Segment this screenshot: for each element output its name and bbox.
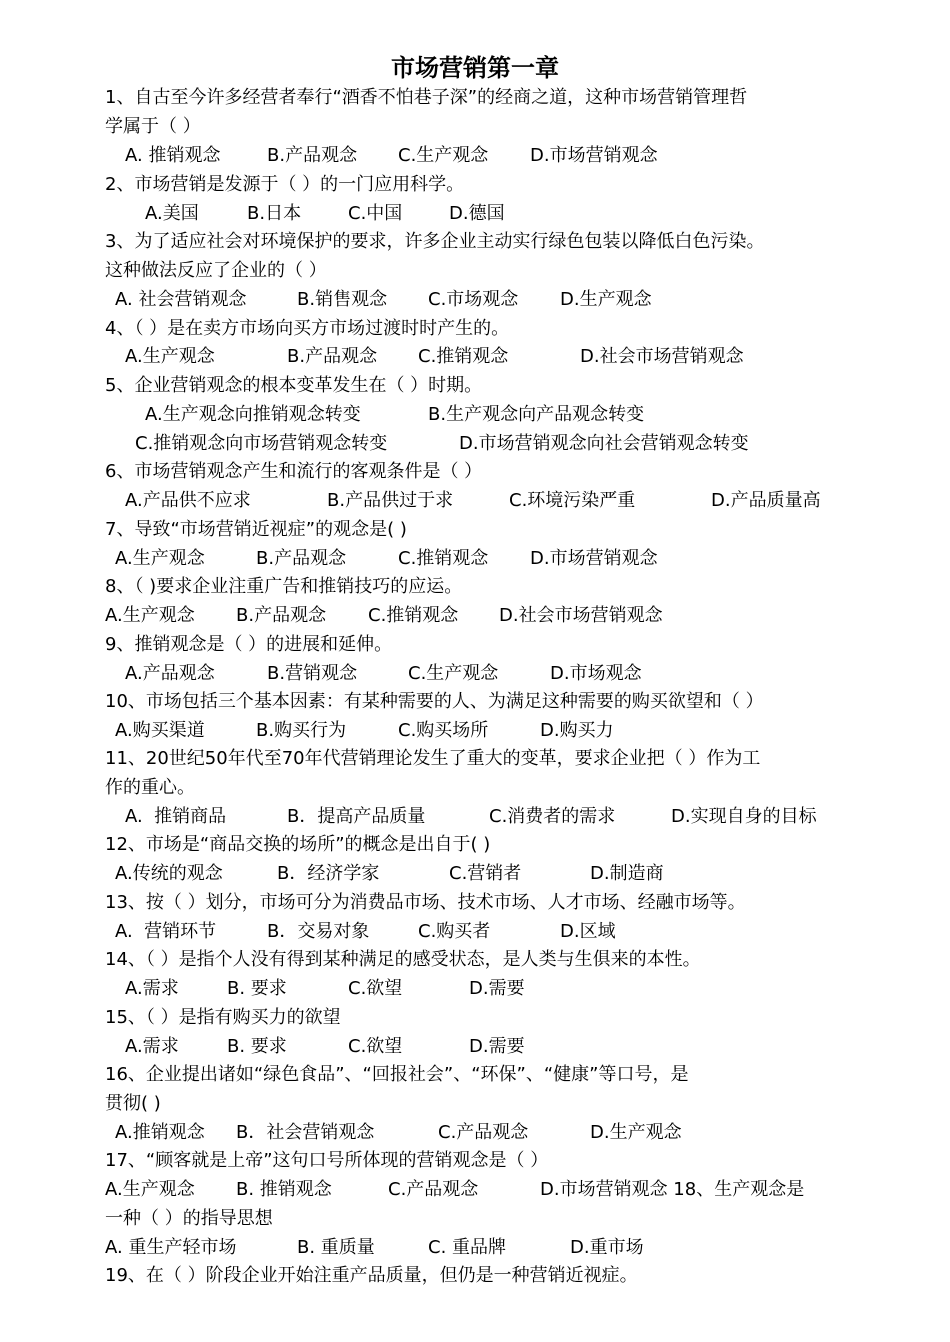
question-3-line-2: 这种做法反应了企业的（ ） [105, 260, 327, 281]
question-7: 7、导致“市场营销近视症”的观念是( ) [105, 519, 407, 540]
q17-option-a: A.生产观念 [105, 1179, 195, 1200]
q3-option-a: A. 社会营销观念 [115, 289, 247, 310]
q2-option-c: C.中国 [348, 203, 403, 224]
q18-option-c: C. 重品牌 [428, 1237, 507, 1258]
q6-option-d: D.产品质量高 [711, 490, 821, 511]
q15-option-c: C.欲望 [348, 1036, 403, 1057]
q4-option-b: B.产品观念 [287, 346, 378, 367]
q11-option-b: B．提高产品质量 [287, 806, 426, 827]
question-16-line-1: 16、企业提出诸如“绿色食品”、“回报社会”、“环保”、“健康”等口号，是 [105, 1064, 689, 1085]
q5-option-a: A.生产观念向推销观念转变 [145, 404, 361, 425]
q15-option-a: A.需求 [125, 1036, 179, 1057]
q15-option-b: B. 要求 [227, 1036, 287, 1057]
q12-option-b: B．经济学家 [277, 863, 380, 884]
q16-option-d: D.生产观念 [590, 1122, 682, 1143]
q11-option-a: A. 推销商品 [125, 806, 227, 827]
question-19: 19、在（ ）阶段企业开始注重产品质量，但仍是一种营销近视症。 [105, 1265, 638, 1286]
q1-option-a: A. 推销观念 [125, 145, 221, 166]
question-11-line-2: 作的重心。 [105, 777, 195, 798]
q8-option-a: A.生产观念 [105, 605, 195, 626]
question-1-line-1: 1、自古至今许多经营者奉行“酒香不怕巷子深”的经商之道，这种市场营销管理哲 [105, 87, 748, 108]
question-18-continuation: 一种（ ）的指导思想 [105, 1208, 273, 1229]
q17-option-c: C.产品观念 [388, 1179, 479, 1200]
q13-option-a: A. 营销环节 [115, 921, 217, 942]
question-2: 2、市场营销是发源于（ ）的一门应用科学。 [105, 174, 465, 195]
question-15: 15、（ ）是指有购买力的欲望 [105, 1007, 341, 1028]
q10-option-a: A.购买渠道 [115, 720, 205, 741]
q7-option-b: B.产品观念 [256, 548, 347, 569]
q5-option-b: B.生产观念向产品观念转变 [428, 404, 645, 425]
q18-option-b: B. 重质量 [297, 1237, 375, 1258]
q12-option-d: D.制造商 [590, 863, 664, 884]
q10-option-d: D.购买力 [540, 720, 614, 741]
q12-option-a: A.传统的观念 [115, 863, 223, 884]
question-3-line-1: 3、为了适应社会对环境保护的要求，许多企业主动实行绿色包装以降低白色污染。 [105, 231, 765, 252]
q8-option-c: C.推销观念 [368, 605, 459, 626]
q7-option-d: D.市场营销观念 [530, 548, 658, 569]
q9-option-a: A.产品观念 [125, 663, 215, 684]
q10-option-c: C.购买场所 [398, 720, 489, 741]
question-11-line-1: 11、20世纪50年代至70年代营销理论发生了重大的变革，要求企业把（ ）作为工 [105, 748, 761, 769]
q18-option-d: D.重市场 [570, 1237, 644, 1258]
q18-option-a: A. 重生产轻市场 [105, 1237, 237, 1258]
q2-option-d: D.德国 [449, 203, 505, 224]
q7-option-a: A.生产观念 [115, 548, 205, 569]
question-6: 6、市场营销观念产生和流行的客观条件是（ ） [105, 461, 483, 482]
q13-option-b: B．交易对象 [267, 921, 370, 942]
q14-option-a: A.需求 [125, 978, 179, 999]
q9-option-c: C.生产观念 [408, 663, 499, 684]
q14-option-d: D.需要 [469, 978, 525, 999]
q4-option-a: A.生产观念 [125, 346, 215, 367]
question-16-line-2: 贯彻( ) [105, 1093, 161, 1114]
q17-option-d: D.市场营销观念 18、生产观念是 [540, 1179, 805, 1200]
q16-option-a: A.推销观念 [115, 1122, 205, 1143]
q11-option-c: C.消费者的需求 [489, 806, 616, 827]
question-5: 5、企业营销观念的根本变革发生在（ ）时期。 [105, 375, 483, 396]
q10-option-b: B.购买行为 [256, 720, 347, 741]
q17-option-b: B. 推销观念 [236, 1179, 332, 1200]
question-10: 10、市场包括三个基本因素：有某种需要的人、为满足这种需要的购买欲望和（ ） [105, 691, 764, 712]
question-8: 8、（ )要求企业注重广告和推销技巧的应运。 [105, 576, 463, 597]
q1-option-c: C.生产观念 [398, 145, 489, 166]
question-4: 4、（ ）是在卖方市场向买方市场过渡时时产生的。 [105, 318, 510, 339]
page-title: 市场营销第一章 [391, 53, 559, 82]
q3-option-c: C.市场观念 [428, 289, 519, 310]
q2-option-a: A.美国 [145, 203, 199, 224]
question-1-line-2: 学属于（ ） [105, 116, 201, 137]
q5-option-c: C.推销观念向市场营销观念转变 [135, 433, 388, 454]
q9-option-b: B.营销观念 [267, 663, 358, 684]
q14-option-b: B. 要求 [227, 978, 287, 999]
q8-option-b: B.产品观念 [236, 605, 327, 626]
q1-option-b: B.产品观念 [267, 145, 358, 166]
q8-option-d: D.社会市场营销观念 [499, 605, 663, 626]
q13-option-d: D.区域 [560, 921, 616, 942]
q6-option-a: A.产品供不应求 [125, 490, 251, 511]
q16-option-b: B．社会营销观念 [236, 1122, 375, 1143]
q9-option-d: D.市场观念 [550, 663, 642, 684]
q7-option-c: C.推销观念 [398, 548, 489, 569]
q3-option-b: B.销售观念 [297, 289, 388, 310]
q15-option-d: D.需要 [469, 1036, 525, 1057]
question-12: 12、市场是“商品交换的场所”的概念是出自于( ) [105, 834, 491, 855]
question-17: 17、“顾客就是上帝”这句口号所体现的营销观念是（ ） [105, 1150, 549, 1171]
q3-option-d: D.生产观念 [560, 289, 652, 310]
q4-option-c: C.推销观念 [418, 346, 509, 367]
question-13: 13、按（ ）划分，市场可分为消费品市场、技术市场、人才市场、经融市场等。 [105, 892, 746, 913]
q1-option-d: D.市场营销观念 [530, 145, 658, 166]
q12-option-c: C.营销者 [449, 863, 522, 884]
question-9: 9、推销观念是（ ）的进展和延伸。 [105, 634, 393, 655]
q5-option-d: D.市场营销观念向社会营销观念转变 [459, 433, 749, 454]
q6-option-b: B.产品供过于求 [327, 490, 454, 511]
q14-option-c: C.欲望 [348, 978, 403, 999]
q11-option-d: D.实现自身的目标 [671, 806, 817, 827]
q13-option-c: C.购买者 [418, 921, 491, 942]
q6-option-c: C.环境污染严重 [509, 490, 636, 511]
q16-option-c: C.产品观念 [438, 1122, 529, 1143]
q4-option-d: D.社会市场营销观念 [580, 346, 744, 367]
q2-option-b: B.日本 [247, 203, 302, 224]
question-14: 14、（ ）是指个人没有得到某种满足的感受状态，是人类与生俱来的本性。 [105, 949, 701, 970]
